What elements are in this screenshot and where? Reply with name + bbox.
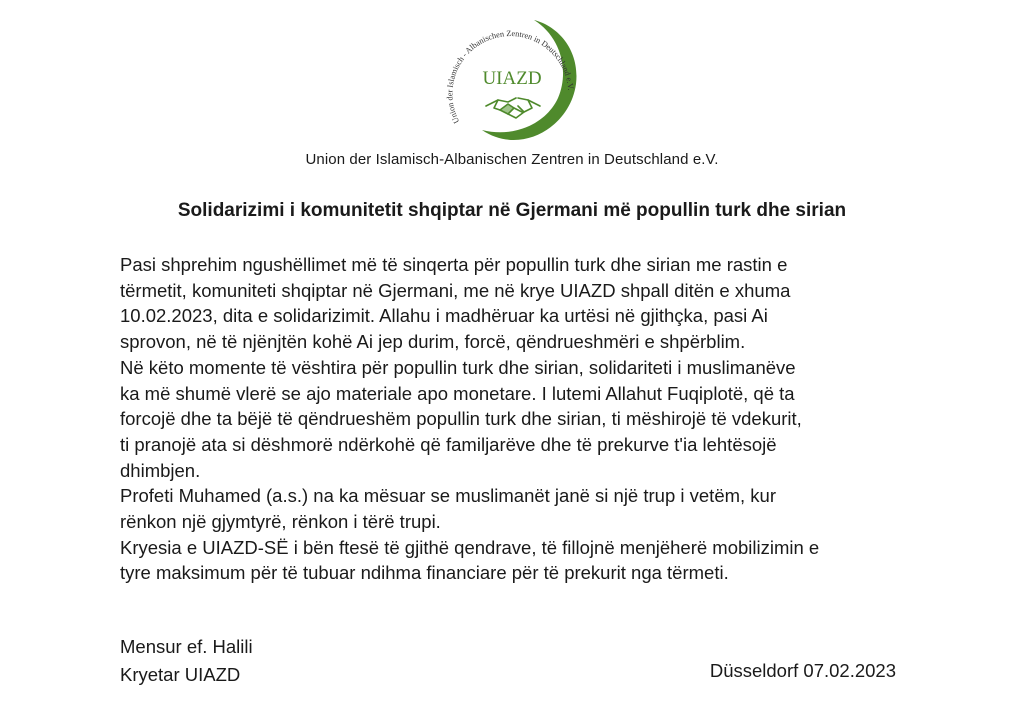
body-line: ka më shumë vlerë se ajo materiale apo monetare. I lutemi Allahut Fuqiplotë, që ta — [120, 382, 795, 404]
body-line: dhimbjen. — [120, 459, 201, 481]
body-line: sprovon, në të njënjtën kohë Ai jep durim, forcë, qëndrueshmëri e shpërblim. — [120, 331, 746, 353]
signatory-name: Mensur ef. Halili — [120, 636, 253, 657]
logo-acronym: UIAZD — [482, 68, 542, 89]
signature-block — [120, 633, 253, 689]
body-line: Pasi shprehim ngushëllimet më të sinqerta për popullin turk dhe sirian me rastin e — [120, 254, 788, 275]
body-line: ti pranojë ata si dëshmorë ndërkohë që familjarëve dhe të prekurve t'ia lehtësojë — [120, 433, 777, 455]
body-line: forcojë dhe ta bëjë të qëndrueshëm popullin turk dhe sirian, ti mëshirojë të vdekurit, — [120, 408, 802, 430]
body-line: Kryesia e UIAZD-SË i bën ftesë të gjithë qendrave, të fillojnë menjëherë mobilizimin e — [120, 536, 820, 558]
body-line: tërmetit, komuniteti shqiptar në Gjermani, me në krye UIAZD shpall ditën e xhuma — [120, 279, 791, 301]
signatory-role: Kryetar UIAZD — [120, 664, 241, 685]
logo-ring-text: Union der Islamisch - Albanischen Zentren in Deutschland e.V. — [445, 28, 576, 125]
body-line: 10.02.2023, dita e solidarizimit. Allahu i madhëruar ka urtësi në gjithçka, pasi Ai — [120, 305, 768, 327]
handshake-icon — [486, 98, 540, 118]
body-line: Në këto momente të vështira për popullin turk dhe sirian, solidariteti i muslimanëve — [120, 356, 796, 378]
body-line: rënkon një gjymtyrë, rënkon i tërë trupi. — [120, 511, 441, 533]
document-title: Solidarizimi i komunitetit shqiptar në Gjermani më popullin turk dhe sirian — [177, 200, 847, 221]
organization-name: Union der Islamisch-Albanischen Zentren in Deutschland e.V. — [305, 151, 719, 168]
uiazd-logo-graphic — [442, 14, 584, 144]
body-line: tyre maksimum për të tubuar ndihma financiare për të prekurit nga tërmeti. — [120, 562, 729, 584]
document-body — [120, 252, 910, 586]
body-line: Profeti Muhamed (a.s.) na ka mësuar se muslimanët janë si një trup i vetëm, kur — [120, 485, 776, 507]
place-and-date: Düsseldorf 07.02.2023 — [709, 660, 896, 681]
uiazd-logo — [442, 14, 584, 144]
